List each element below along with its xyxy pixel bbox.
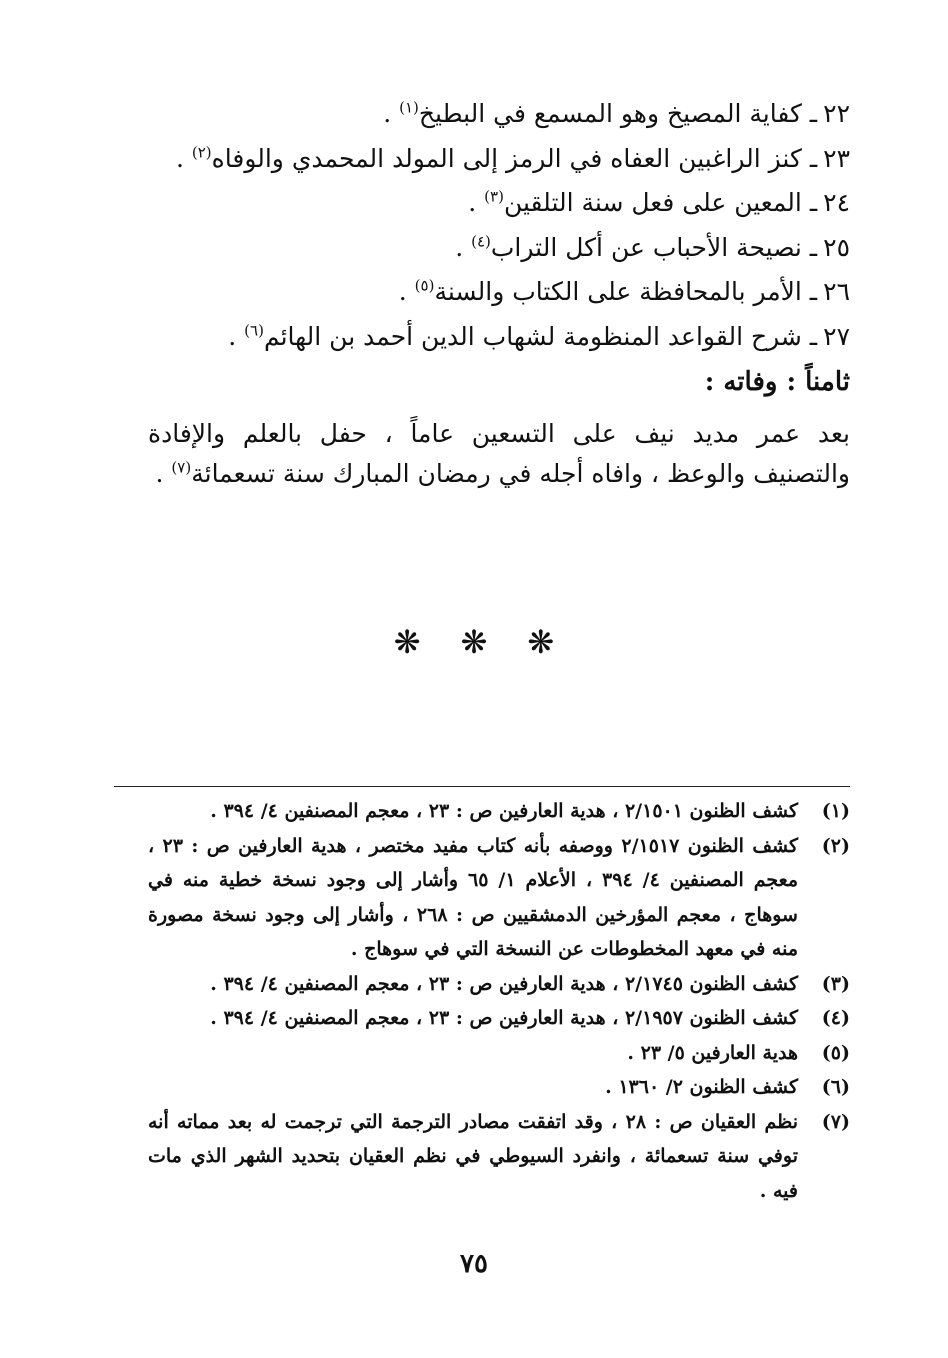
item-number: ٢٣ xyxy=(823,143,850,173)
footnote-ref: (٢) xyxy=(191,143,212,162)
footnote-text: كشف الظنون ٢/ ١٣٦٠ . xyxy=(605,1076,798,1098)
list-item xyxy=(130,270,850,315)
footnote-number: (٥) xyxy=(821,1041,850,1064)
footnote-text: كشف الظنون ٢/١٩٥٧ ، هدية العارفين ص : ٢٣ ، معجم المصنفين ٤/ ٣٩٤ . xyxy=(210,1007,798,1029)
footnote-ref: (٤) xyxy=(471,232,491,251)
asterism-icon: ❋ xyxy=(393,623,421,661)
footnote xyxy=(148,967,850,1002)
footnote-number: (٣) xyxy=(821,972,850,995)
item-end: . xyxy=(468,188,485,217)
page-number: ٧٥ xyxy=(460,1249,488,1279)
section-divider-ornament xyxy=(0,622,948,662)
footnote-ref: (١) xyxy=(399,98,419,117)
item-text: ـ كنز الراغبين العفاه في الرمز إلى المولد المحمدي والوفاه xyxy=(211,143,818,173)
item-end: . xyxy=(383,99,400,128)
item-number: ٢٥ xyxy=(823,232,850,262)
item-end: . xyxy=(228,321,245,351)
footnotes xyxy=(148,794,850,1208)
item-number: ٢٤ xyxy=(823,188,850,217)
footnote-number: (٦) xyxy=(821,1076,850,1098)
footnote xyxy=(148,1070,850,1105)
footnote-text: هدية العارفين ٥/ ٢٣ . xyxy=(627,1041,798,1064)
footnote-text: نظم العقيان ص : ٢٨ ، وقد اتفقت مصادر الترجمة التي ترجمت له بعد مماته أنه توفي سنة تسعمائة ، وانفرد السيوطي في نظم العقيان بتحديد الشهر الذي مات فيه . xyxy=(148,1110,798,1202)
paragraph-end: . xyxy=(155,459,172,488)
footnote-ref: (٥) xyxy=(414,276,435,295)
item-text: ـ المعين على فعل سنة التلقين xyxy=(503,188,818,217)
list-item xyxy=(130,92,850,137)
item-end: . xyxy=(175,143,192,173)
footnote-ref: (٦) xyxy=(244,321,264,340)
footnote xyxy=(148,829,850,967)
item-number: ٢٧ xyxy=(823,321,850,351)
item-end: . xyxy=(455,232,472,262)
asterism-icon: ❋ xyxy=(460,623,488,661)
footnote xyxy=(148,1001,850,1036)
footnote-number: (٤) xyxy=(821,1007,850,1029)
body-paragraph xyxy=(148,414,850,494)
footnote-number: (٢) xyxy=(821,834,850,857)
footnote-number: (١) xyxy=(821,800,850,822)
item-number: ٢٦ xyxy=(823,277,850,306)
item-text: ـ الأمر بالمحافظة على الكتاب والسنة xyxy=(434,277,818,306)
item-number: ٢٢ xyxy=(823,99,850,128)
footnote xyxy=(148,794,850,829)
works-list xyxy=(130,92,850,359)
footnote xyxy=(148,1036,850,1071)
footnote-text: كشف الظنون ٢/١٧٤٥ ، هدية العارفين ص : ٢٣ ، معجم المصنفين ٤/ ٣٩٤ . xyxy=(210,972,798,995)
footnote xyxy=(148,1105,850,1209)
list-item xyxy=(130,315,850,360)
footnote-text: كشف الظنون ٢/١٥١٧ ووصفه بأنه كتاب مفيد مختصر ، هدية العارفين ص : ٢٣ ، معجم المصنفين ٤/ ٣٩٤ ، الأعلام ١/ ٦٥ وأشار إلى وجود نسخة خطية منه في سوهاج ، معجم المؤرخين الدمشقيين ص : ٢٦٨ ، وأشار إلى وجود نسخة مصورة منه في معهد المخطوطات عن النسخة التي في سوهاج . xyxy=(148,834,798,960)
item-text: ـ كفاية المصيخ وهو المسمع في البطيخ xyxy=(418,99,818,128)
section-heading: ثامناً : وفاته : xyxy=(704,367,850,397)
footnote-text: كشف الظنون ٢/١٥٠١ ، هدية العارفين ص : ٢٣ ، معجم المصنفين ٤/ ٣٩٤ . xyxy=(210,800,798,822)
item-text: ـ نصيحة الأحباب عن أكل التراب xyxy=(490,232,818,262)
list-item xyxy=(130,226,850,271)
list-item xyxy=(130,181,850,226)
footnote-divider xyxy=(114,786,850,787)
asterism-icon: ❋ xyxy=(527,623,555,661)
item-end: . xyxy=(398,277,415,306)
item-text: ـ شرح القواعد المنظومة لشهاب الدين أحمد بن الهائم xyxy=(263,321,818,351)
footnote-number: (٧) xyxy=(821,1110,850,1133)
footnote-ref: (٣) xyxy=(484,187,504,206)
footnote-ref: (٧) xyxy=(171,458,192,477)
paragraph-text: بعد عمر مديد نيف على التسعين عاماً ، حفل بالعلم والإفادة والتصنيف والوعظ ، وافاه أجله في رمضان المبارك سنة تسعمائة xyxy=(148,419,850,488)
list-item xyxy=(130,137,850,182)
